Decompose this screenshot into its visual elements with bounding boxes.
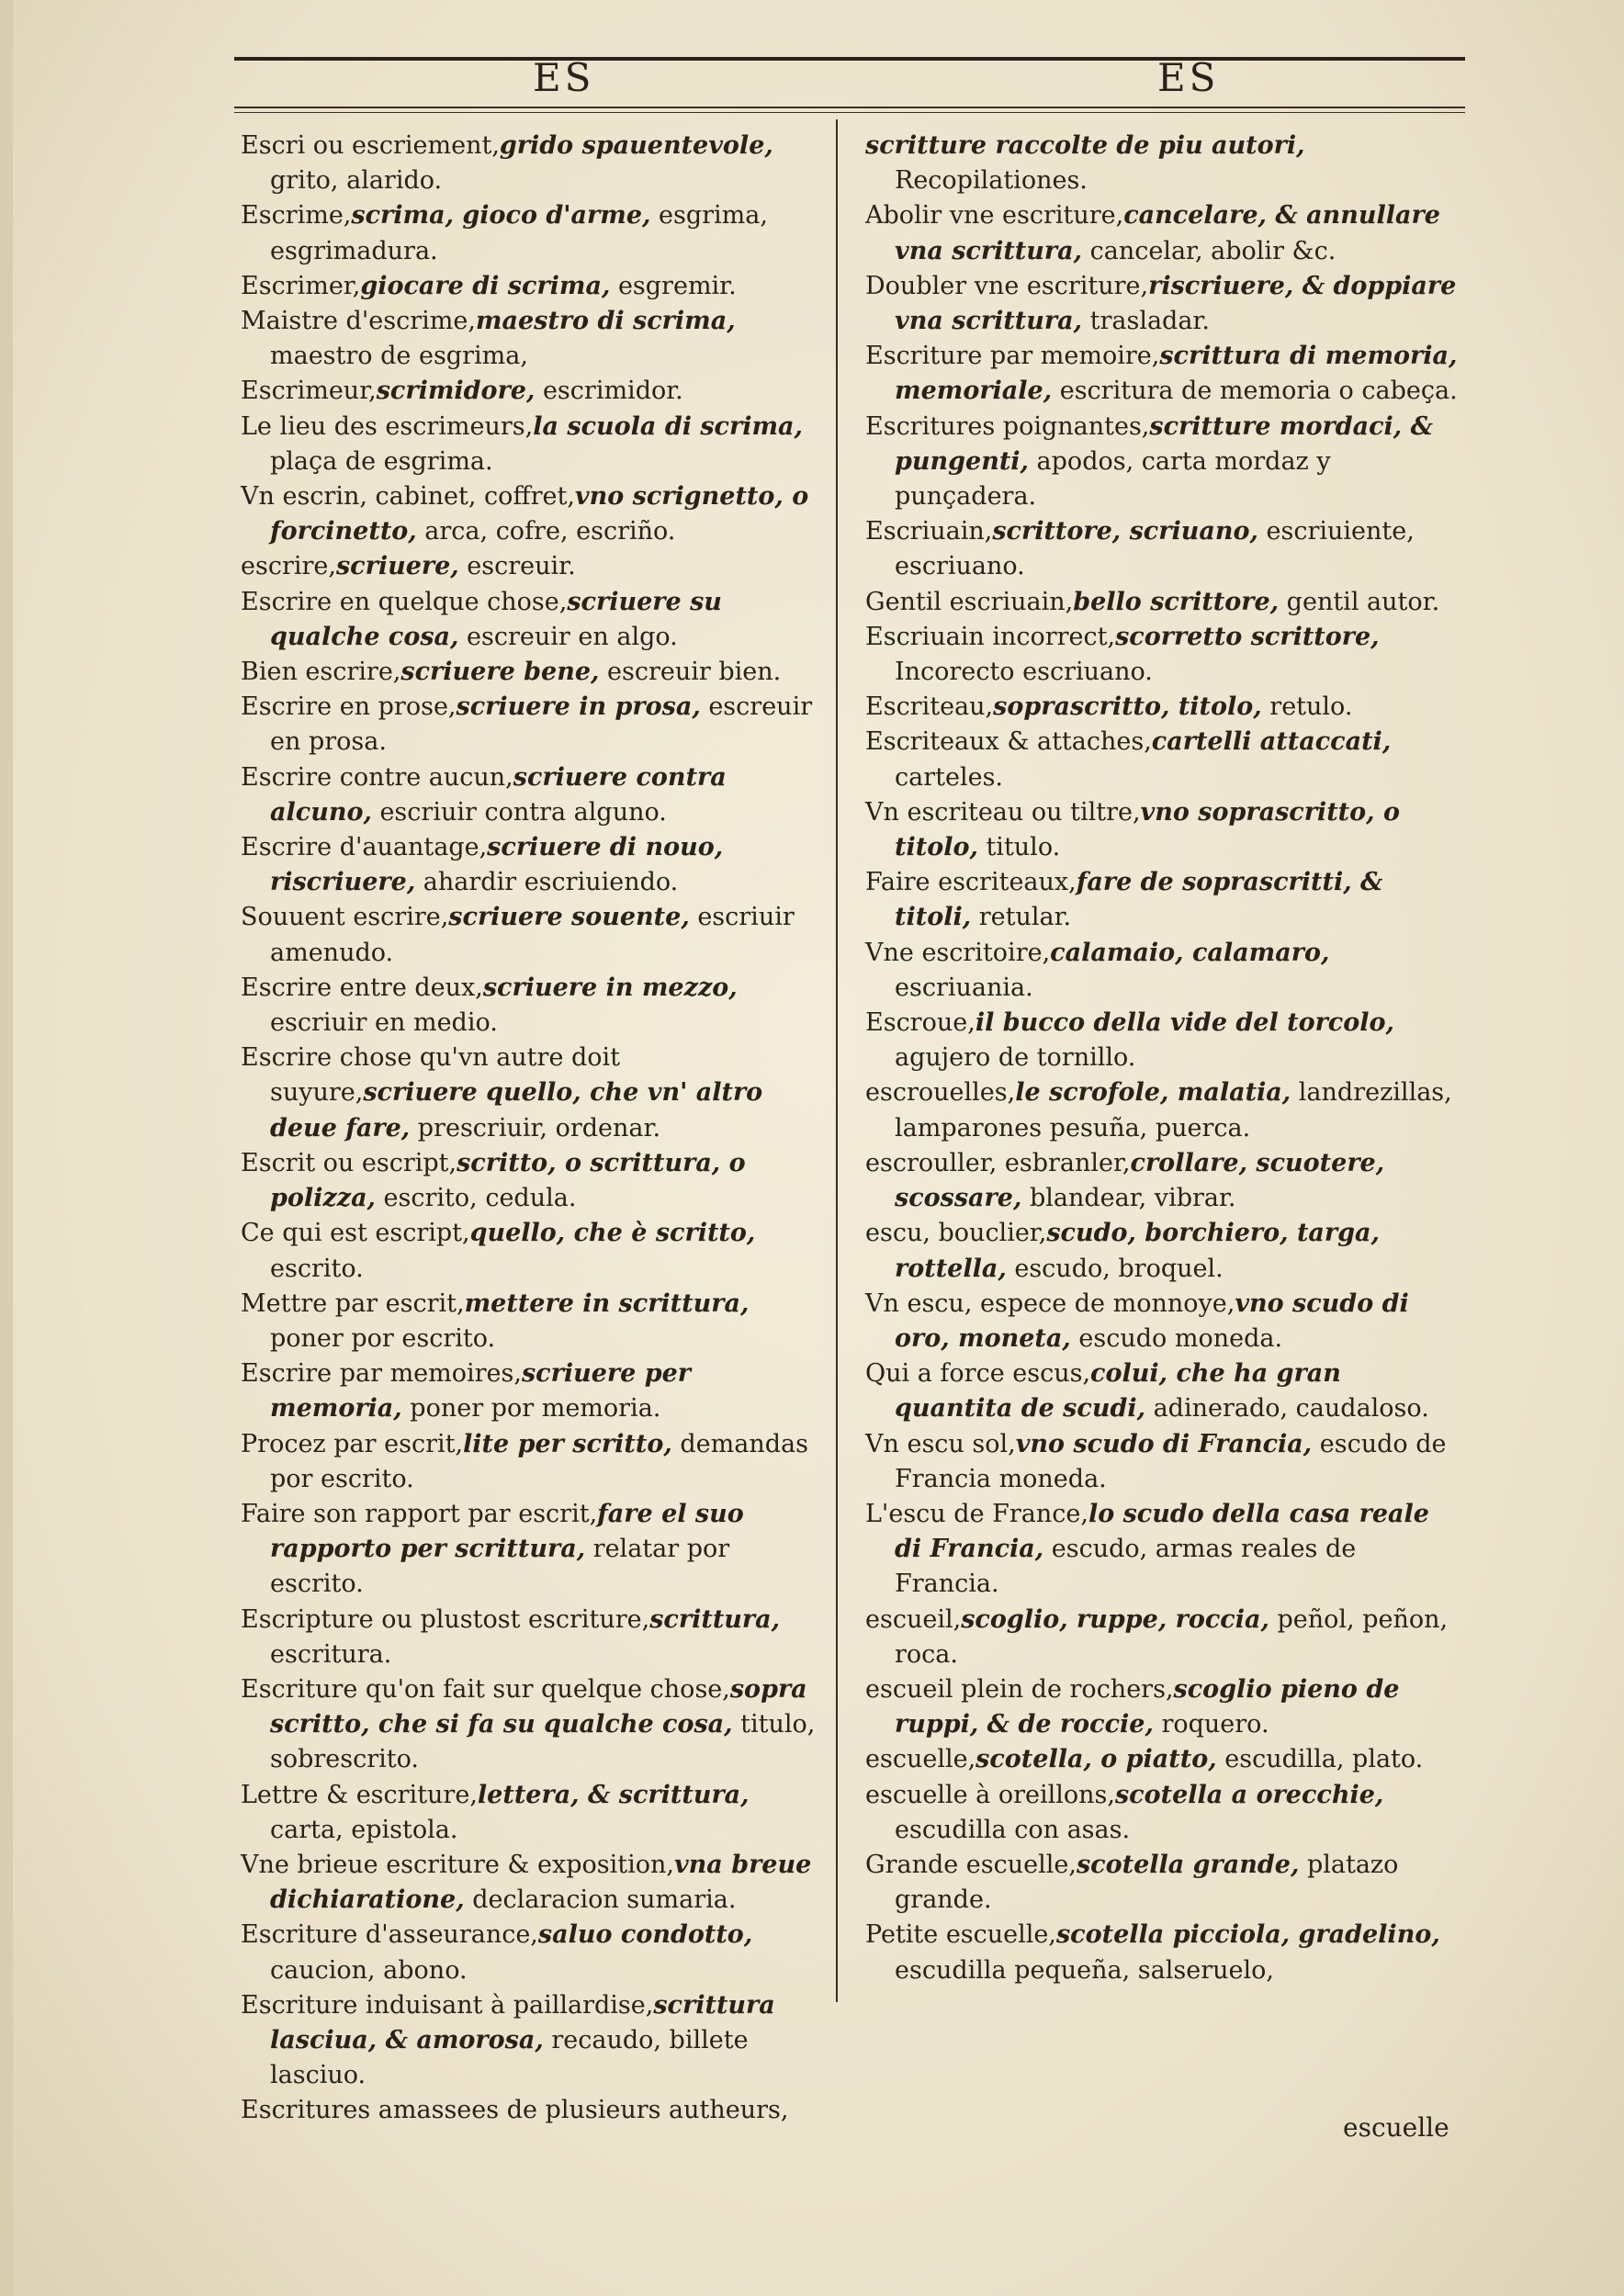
entry-italian: bello scrittore,: [1073, 587, 1280, 616]
entry-spanish: prescriuir, ordenar.: [410, 1113, 661, 1142]
entry-spanish: esgremir.: [610, 271, 737, 300]
dictionary-entry: [865, 1672, 1460, 1742]
entry-spanish: carta, epistola.: [270, 1815, 458, 1844]
entry-spanish: escudilla con asas.: [895, 1815, 1131, 1844]
entry-italian: lo scudo della casa reale di Francia,: [895, 1499, 1429, 1564]
dictionary-entry: [241, 304, 825, 374]
entry-italian: maestro di scrima,: [475, 307, 736, 336]
entry-italian: scotella, o piatto,: [976, 1745, 1217, 1774]
entry-french: Faire son rapport par escrit,: [241, 1499, 598, 1528]
entry-spanish: ahardir escriuiendo.: [415, 868, 679, 897]
entry-spanish: escudo de Francia moneda.: [895, 1429, 1447, 1493]
entry-french: Vne escritoire,: [865, 938, 1051, 967]
entry-italian: scotella grande,: [1076, 1850, 1300, 1879]
entry-italian: giocare di scrima,: [360, 271, 611, 300]
entry-spanish: gentil autor.: [1279, 587, 1440, 616]
entry-spanish: Incorecto escriuano.: [895, 658, 1153, 687]
header-underline: [234, 107, 1465, 108]
entry-italian: vno scrignetto, o forcinetto,: [270, 482, 809, 546]
entry-french: Mettre par escrit,: [241, 1289, 465, 1318]
entry-italian: scriuere quello, che vn' altro deue fare,: [270, 1078, 763, 1142]
header-underline-thin: [234, 112, 1465, 113]
entry-italian: scritture mordaci, & pungenti,: [895, 411, 1433, 476]
entry-italian: scoglio, ruppe, roccia,: [961, 1604, 1269, 1634]
dictionary-entry: [865, 339, 1460, 409]
catchword: escuelle: [1343, 2112, 1449, 2143]
dictionary-entry: [865, 1146, 1460, 1216]
entry-french: escueil,: [865, 1604, 962, 1634]
entry-french: Escriteaux & attaches,: [865, 727, 1152, 757]
entry-french: Maistre d'escrime,: [241, 307, 476, 336]
entry-spanish: apodos, carta mordaz y punçadera.: [895, 446, 1331, 512]
left-column: [241, 129, 825, 2129]
dictionary-entry: [241, 1497, 825, 1603]
entry-french: Vn escu, espece de monnoye,: [865, 1289, 1235, 1318]
dictionary-entry: [865, 129, 1460, 198]
entry-italian: scriuere in mezzo,: [482, 973, 738, 1002]
entry-italian: scrittura di memoria, memoriale,: [895, 342, 1458, 406]
entry-spanish: landrezillas, lamparones pesuña, puerca.: [895, 1078, 1452, 1142]
dictionary-entry: [241, 198, 825, 268]
entry-spanish: escriuir en medio.: [270, 1008, 498, 1038]
right-column: [865, 129, 1460, 1988]
entry-italian: scotella a orecchie,: [1114, 1780, 1384, 1809]
entry-italian: scoglio pieno de ruppi, & de roccie,: [895, 1674, 1400, 1739]
entry-french: Escrire d'auantage,: [241, 833, 488, 862]
entry-french: Escrimeur,: [241, 377, 377, 406]
dictionary-entry: [241, 830, 825, 900]
entry-spanish: escritura.: [270, 1639, 392, 1669]
dictionary-entry: [865, 1075, 1460, 1145]
entry-italian: scrima, gioco d'arme,: [351, 201, 651, 231]
entry-spanish: recaudo, billete lasciuo.: [270, 2025, 749, 2090]
entry-french: Escrire chose qu'vn autre doit suyure,: [241, 1043, 621, 1108]
dictionary-entry: [865, 1848, 1460, 1918]
entry-italian: scudo, borchiero, targa, rottella,: [895, 1219, 1380, 1283]
dictionary-entry: [865, 690, 1460, 725]
dictionary-entry: [865, 1287, 1460, 1356]
dictionary-entry: [241, 1216, 825, 1286]
entry-spanish: escreuir en prosa.: [270, 692, 813, 757]
dictionary-entry: [865, 1918, 1460, 1987]
entry-spanish: esgrima, esgrimadura.: [270, 201, 768, 265]
entry-italian: le scrofole, malatia,: [1015, 1078, 1291, 1108]
entry-spanish: escudilla pequeña, salseruelo,: [895, 1955, 1274, 1985]
entry-spanish: escriuiente, escriuano.: [895, 517, 1415, 581]
entry-italian: scritture raccolte de piu autori,: [865, 131, 1305, 160]
entry-french: Souuent escrire,: [241, 903, 449, 932]
dictionary-entry: [241, 1778, 825, 1848]
entry-french: Qui a force escus,: [865, 1359, 1091, 1389]
entry-italian: vno scudo di oro, moneta,: [895, 1289, 1409, 1353]
entry-spanish: blandear, vibrar.: [1021, 1184, 1236, 1213]
entry-french: Escrire contre aucun,: [241, 762, 513, 792]
entry-french: Escritures amassees de plusieurs autheurs,: [241, 2096, 789, 2125]
entry-french: Faire escriteaux,: [865, 868, 1077, 897]
dictionary-entry: [865, 1216, 1460, 1286]
entry-italian: fare de soprascritti, & titoli,: [895, 868, 1383, 932]
entry-french: Petite escuelle,: [865, 1920, 1056, 1950]
dictionary-entry: [241, 1603, 825, 1672]
entry-spanish: caucion, abono.: [270, 1955, 468, 1985]
entry-italian: scrittura lasciua, & amorosa,: [270, 1990, 775, 2054]
entry-french: Escritures poignantes,: [865, 411, 1150, 441]
dictionary-entry: [241, 1356, 825, 1426]
entry-french: Abolir vne escriture,: [865, 201, 1124, 231]
entry-spanish: escreuir bien.: [599, 658, 782, 687]
entry-italian: sopra scritto, che si fa su qualche cosa,: [270, 1674, 807, 1739]
entry-spanish: escritura de memoria o cabeça.: [1052, 377, 1458, 406]
entry-french: Escriture par memoire,: [865, 342, 1160, 371]
entry-spanish: demandas por escrito.: [270, 1429, 808, 1493]
entry-spanish: escudo, broquel.: [1006, 1254, 1224, 1283]
dictionary-entry: [241, 549, 825, 584]
dictionary-entry: [865, 410, 1460, 515]
entry-french: Escrire en prose,: [241, 692, 457, 722]
entry-italian: scritto, o scrittura, o polizza,: [270, 1148, 746, 1213]
page-edge: [0, 0, 13, 2296]
entry-french: Escriture qu'on fait sur quelque chose,: [241, 1674, 730, 1704]
entry-italian: scorretto scrittore,: [1115, 622, 1380, 651]
entry-french: Vn escriteau ou tiltre,: [865, 797, 1141, 827]
dictionary-entry: [241, 1041, 825, 1146]
entry-italian: riscriuere, & doppiare vna scrittura,: [895, 271, 1457, 336]
entry-french: L'escu de France,: [865, 1499, 1088, 1528]
entry-italian: mettere in scrittura,: [464, 1289, 750, 1318]
entry-french: Escrire en quelque chose,: [241, 587, 568, 616]
header-rule: [234, 57, 1465, 61]
entry-spanish: arca, cofre, escriño.: [416, 517, 676, 546]
entry-spanish: escudo, armas reales de Francia.: [895, 1535, 1357, 1599]
entry-italian: cancelare, & annullare vna scrittura,: [895, 201, 1440, 265]
dictionary-entry: [241, 760, 825, 830]
dictionary-entry: [241, 1672, 825, 1778]
dictionary-entry: [241, 1988, 825, 2094]
entry-italian: lite per scritto,: [463, 1429, 672, 1458]
entry-spanish: escriuir contra alguno.: [371, 797, 667, 827]
entry-spanish: cancelar, abolir &c.: [1082, 236, 1336, 265]
entry-french: Escriteau,: [865, 692, 994, 722]
entry-italian: soprascritto, titolo,: [993, 692, 1262, 722]
dictionary-entry: [865, 1497, 1460, 1603]
entry-spanish: agujero de tornillo.: [895, 1043, 1136, 1073]
entry-spanish: escreuir en algo.: [458, 622, 678, 651]
dictionary-entry: [865, 514, 1460, 584]
entry-spanish: escrito.: [270, 1254, 364, 1283]
dictionary-entry: [241, 374, 825, 409]
entry-french: escrouller, esbranler,: [865, 1148, 1131, 1177]
dictionary-entry: [865, 269, 1460, 339]
entry-french: Ce qui est escript,: [241, 1219, 470, 1248]
entry-spanish: escriuania.: [895, 973, 1033, 1002]
dictionary-entry: [241, 1287, 825, 1356]
entry-french: escu, bouclier,: [865, 1219, 1047, 1248]
dictionary-entry: [241, 1918, 825, 1987]
entry-french: Escriture d'asseurance,: [241, 1920, 538, 1950]
entry-italian: vna breue dichiaratione,: [270, 1850, 812, 1915]
entry-italian: scrittura,: [649, 1604, 781, 1634]
column-divider: [836, 119, 838, 2002]
entry-italian: crollare, scuotere, scossare,: [895, 1148, 1385, 1213]
running-head-right: ES: [1157, 55, 1220, 100]
entry-italian: scriuere bene,: [400, 658, 600, 687]
entry-spanish: maestro de esgrima,: [270, 342, 528, 371]
entry-french: Escrime,: [241, 201, 352, 231]
entry-italian: calamaio, calamaro,: [1050, 938, 1330, 967]
entry-spanish: escrito, cedula.: [375, 1184, 577, 1213]
dictionary-entry: [241, 129, 825, 198]
dictionary-entry: [241, 2093, 825, 2128]
entry-french: Vn escrin, cabinet, coffret,: [241, 482, 575, 512]
entry-french: Vn escu sol,: [865, 1429, 1016, 1458]
entry-spanish: platazo grande.: [895, 1850, 1399, 1915]
entry-french: Escriuain incorrect,: [865, 622, 1116, 651]
entry-italian: scriuere contra alcuno,: [270, 762, 727, 827]
entry-spanish: escudilla, plato.: [1216, 1745, 1424, 1774]
entry-italian: lettera, & scrittura,: [477, 1780, 750, 1809]
entry-spanish: titulo.: [977, 833, 1061, 862]
dictionary-entry: [241, 690, 825, 760]
entry-italian: vno soprascritto, o titolo,: [895, 797, 1400, 862]
dictionary-entry: [865, 1006, 1460, 1075]
dictionary-entry: [241, 1427, 825, 1497]
entry-italian: scriuere souente,: [448, 903, 690, 932]
dictionary-entry: [865, 198, 1460, 268]
entry-spanish: Recopilationes.: [895, 166, 1088, 196]
dictionary-entry: [865, 1603, 1460, 1672]
entry-italian: fare el suo rapporto per scrittura,: [270, 1499, 744, 1564]
entry-spanish: adinerado, caudaloso.: [1145, 1394, 1429, 1424]
dictionary-entry: [865, 725, 1460, 794]
dictionary-entry: [865, 936, 1460, 1006]
entry-french: Gentil escriuain,: [865, 587, 1074, 616]
entry-italian: vno scudo di Francia,: [1015, 1429, 1313, 1458]
entry-french: Escrimer,: [241, 271, 361, 300]
entry-italian: scriuere in prosa,: [456, 692, 701, 722]
dictionary-entry: [241, 269, 825, 304]
entry-spanish: peñol, peñon, roca.: [895, 1604, 1449, 1669]
dictionary-entry: [241, 410, 825, 479]
entry-spanish: declaracion sumaria.: [464, 1885, 737, 1915]
entry-spanish: trasladar.: [1082, 307, 1210, 336]
entry-spanish: escudo moneda.: [1070, 1323, 1283, 1353]
entry-french: Escripture ou plustost escriture,: [241, 1604, 650, 1634]
dictionary-entry: [865, 1778, 1460, 1848]
entry-french: escuelle à oreillons,: [865, 1780, 1115, 1809]
entry-italian: scriuere di nouo, riscriuere,: [270, 833, 724, 897]
entry-french: Escrire entre deux,: [241, 973, 483, 1002]
entry-french: Procez par escrit,: [241, 1429, 464, 1458]
dictionary-entry: [241, 655, 825, 690]
entry-french: Lettre & escriture,: [241, 1780, 478, 1809]
entry-french: Le lieu des escrimeurs,: [241, 411, 534, 441]
entry-spanish: roquero.: [1153, 1710, 1269, 1739]
entry-spanish: poner por escrito.: [270, 1323, 496, 1353]
entry-italian: la scuola di scrima,: [533, 411, 803, 441]
dictionary-entry: [241, 1146, 825, 1216]
entry-french: escrire,: [241, 552, 336, 581]
entry-french: escrouelles,: [865, 1078, 1016, 1108]
entry-italian: colui, che ha gran quantita de scudi,: [895, 1359, 1341, 1424]
entry-spanish: carteles.: [895, 762, 1004, 792]
entry-italian: scriuere per memoria,: [270, 1359, 691, 1424]
entry-italian: il bucco della vide del torcolo,: [975, 1008, 1394, 1038]
entry-italian: scrimidore,: [376, 377, 536, 406]
dictionary-entry: [865, 865, 1460, 935]
entry-spanish: relatar por escrito.: [270, 1535, 730, 1599]
entry-spanish: poner por memoria.: [401, 1394, 661, 1424]
entry-italian: scotella picciola, gradelino,: [1055, 1920, 1440, 1950]
entry-italian: saluo condotto,: [537, 1920, 753, 1950]
dictionary-entry: [241, 1848, 825, 1918]
running-head-left: ES: [533, 55, 595, 100]
entry-italian: cartelli attaccati,: [1151, 727, 1392, 757]
dictionary-entry: [241, 971, 825, 1041]
entry-french: Escri ou escriement,: [241, 131, 500, 160]
dictionary-entry: [241, 900, 825, 970]
entry-italian: scriuere su qualche cosa,: [270, 587, 722, 651]
entry-french: Escrire par memoires,: [241, 1359, 522, 1389]
entry-french: Doubler vne escriture,: [865, 271, 1149, 300]
dictionary-entry: [865, 795, 1460, 865]
dictionary-entry: [865, 1427, 1460, 1497]
entry-french: Grande escuelle,: [865, 1850, 1077, 1879]
entry-spanish: retulo.: [1261, 692, 1353, 722]
entry-spanish: grito, alarido.: [270, 166, 443, 196]
entry-italian: quello, che è scritto,: [469, 1219, 756, 1248]
entry-french: escuelle,: [865, 1745, 976, 1774]
entry-french: Vne brieue escriture & exposition,: [241, 1850, 674, 1879]
entry-spanish: escriuir amenudo.: [270, 903, 795, 967]
entry-french: escueil plein de rochers,: [865, 1674, 1174, 1704]
entry-italian: scrittore, scriuano,: [992, 517, 1258, 546]
entry-spanish: plaça de esgrima.: [270, 446, 493, 476]
entry-italian: grido spauentevole,: [499, 131, 773, 160]
entry-french: Escrit ou escript,: [241, 1148, 457, 1177]
dictionary-entry: [865, 1356, 1460, 1426]
entry-spanish: titulo, sobrescrito.: [270, 1710, 816, 1774]
dictionary-entry: [865, 1742, 1460, 1777]
entry-french: Bien escrire,: [241, 658, 401, 687]
entry-spanish: escreuir.: [458, 552, 576, 581]
entry-spanish: retular.: [971, 903, 1072, 932]
dictionary-entry: [241, 479, 825, 549]
entry-italian: scriuere,: [335, 552, 459, 581]
entry-spanish: escrimidor.: [535, 377, 683, 406]
entry-french: Escroue,: [865, 1008, 976, 1038]
dictionary-entry: [865, 585, 1460, 620]
entry-french: Escriuain,: [865, 517, 993, 546]
entry-french: Escriture induisant à paillardise,: [241, 1990, 654, 2020]
dictionary-entry: [865, 620, 1460, 690]
dictionary-entry: [241, 585, 825, 655]
